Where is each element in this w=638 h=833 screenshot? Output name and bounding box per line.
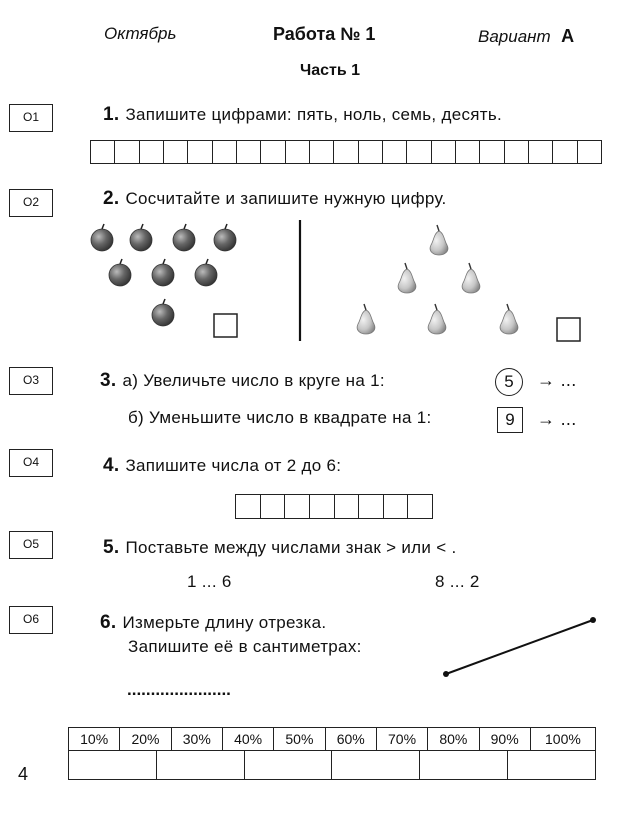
task3-a-arrow[interactable]: → ...	[537, 370, 577, 390]
task6-line1-text: Измерьте длину отрезка.	[122, 613, 327, 632]
task3-b-text: б) Уменьшите число в квадрате на 1:	[128, 408, 432, 427]
percent-cell: 70%	[376, 728, 427, 751]
task2-number: 2.	[103, 188, 120, 209]
pear-group	[357, 225, 518, 334]
task5-number: 5.	[103, 537, 120, 558]
pear-icon	[398, 263, 416, 293]
task6-line2: Запишите её в сантиметрах:	[128, 637, 362, 656]
apple-icon	[91, 224, 113, 251]
percent-cell: 20%	[120, 728, 171, 751]
percent-cell: 50%	[274, 728, 325, 751]
percent-table	[68, 727, 596, 751]
task5-text: Поставьте между числами знак > или < .	[125, 538, 457, 557]
part-title: Часть 1	[300, 62, 361, 79]
pears-answer-box[interactable]	[557, 318, 580, 341]
task3-a-text: а) Увеличьте число в круге на 1:	[122, 371, 385, 390]
percent-cell: 80%	[428, 728, 479, 751]
task4-number: 4.	[103, 455, 120, 476]
pear-icon	[462, 263, 480, 293]
code-box-o3: О3	[9, 367, 53, 395]
task6-number: 6.	[100, 612, 117, 633]
task3-b-arrow[interactable]: → ...	[537, 409, 577, 429]
pear-icon	[500, 304, 518, 334]
task6-answer-dots[interactable]: ......................	[127, 680, 231, 699]
variant-letter: А	[561, 26, 575, 46]
apple-group	[91, 224, 236, 326]
task1-answer-grid[interactable]	[90, 140, 602, 164]
code-box-o1: О1	[9, 104, 53, 132]
task5-pair2[interactable]: 8 ... 2	[435, 572, 480, 591]
task2-picture	[80, 218, 600, 343]
task2-text: Сосчитайте и запишите нужную цифру.	[125, 189, 447, 208]
task1	[103, 104, 502, 126]
pear-icon	[357, 304, 375, 334]
measure-segment	[440, 612, 600, 682]
code-box-o5: О5	[9, 531, 53, 559]
task5-pair1[interactable]: 1 ... 6	[187, 572, 232, 591]
apple-icon	[109, 259, 131, 286]
task3-a	[100, 370, 385, 392]
code-box-o6: О6	[9, 606, 53, 634]
task4-text: Запишите числа от 2 до 6:	[125, 456, 342, 475]
page-number: 4	[18, 764, 29, 784]
percent-cell: 60%	[325, 728, 376, 751]
variant	[478, 26, 574, 47]
apple-icon	[214, 224, 236, 251]
task6-line1	[100, 612, 326, 634]
percent-cell: 30%	[171, 728, 222, 751]
task5	[103, 537, 456, 559]
task2	[103, 188, 447, 210]
apple-icon	[195, 259, 217, 286]
code-box-o2: О2	[9, 189, 53, 217]
percent-cell: 40%	[222, 728, 273, 751]
apple-icon	[130, 224, 152, 251]
pear-icon	[430, 225, 448, 255]
task1-text: Запишите цифрами: пять, ноль, семь, десять.	[125, 105, 503, 124]
pear-icon	[428, 304, 446, 334]
task4-answer-grid[interactable]	[235, 494, 433, 519]
apple-icon	[152, 259, 174, 286]
task4	[103, 455, 341, 477]
header-month: Октябрь	[104, 24, 177, 43]
task3-square-number: 9	[497, 407, 523, 433]
percent-cell: 90%	[479, 728, 530, 751]
work-title: Работа № 1	[273, 24, 376, 44]
apple-icon	[152, 299, 174, 326]
task3-circle-number: 5	[495, 368, 523, 396]
task3-number: 3.	[100, 370, 117, 391]
apple-icon	[173, 224, 195, 251]
score-row[interactable]	[68, 750, 596, 780]
task1-number: 1.	[103, 104, 120, 125]
variant-label: Вариант	[478, 27, 551, 46]
code-box-o4: О4	[9, 449, 53, 477]
percent-cell: 10%	[69, 728, 120, 751]
apples-answer-box[interactable]	[214, 314, 237, 337]
percent-cell: 100%	[530, 728, 595, 751]
